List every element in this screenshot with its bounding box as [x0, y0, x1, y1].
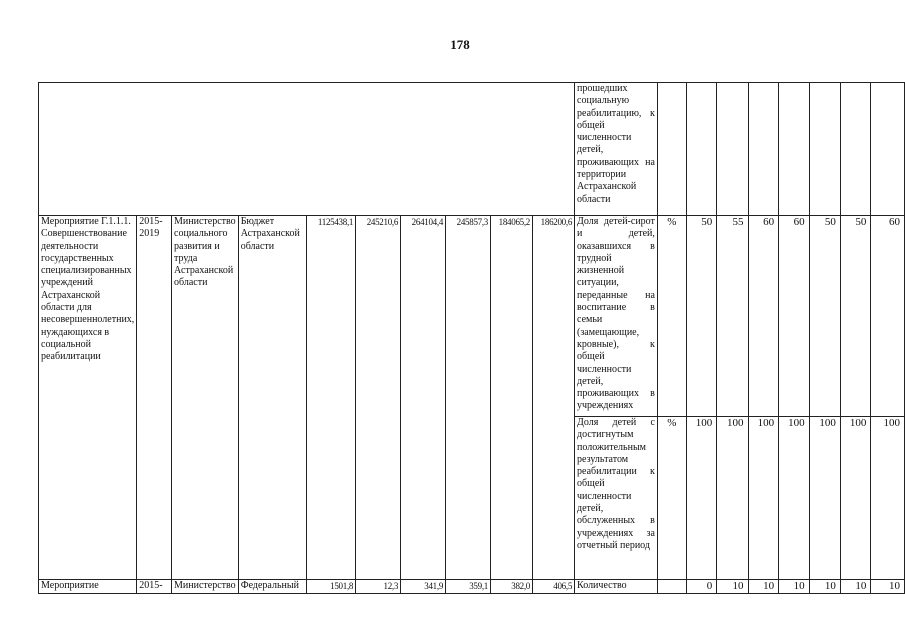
value-cell — [840, 83, 871, 216]
measure-name: Мероприятие Г.1.1.1. Совершенствование деятельности государственных специализированных учреждений Астраханской области для несовершеннолетних, нуждающихся в социальной реабилитации — [39, 216, 137, 580]
indicator-value: 10 — [748, 580, 779, 594]
measure-source: Бюджет Астраханской области — [238, 216, 306, 580]
indicator-unit — [657, 580, 686, 594]
amount-2019: 406,5 — [533, 580, 575, 594]
indicator-unit: % — [657, 417, 686, 580]
measure-period: 2015-2019 — [137, 216, 172, 580]
amount-total: 1125438,1 — [307, 216, 356, 580]
measure-name: Мероприятие — [39, 580, 137, 594]
amount-2019: 186200,6 — [533, 216, 575, 580]
indicator-value: 60 — [871, 216, 905, 417]
indicator-value: 100 — [717, 417, 748, 580]
empty-merged-cell — [39, 83, 575, 216]
amount-2017: 359,1 — [446, 580, 491, 594]
indicator-value: 0 — [686, 580, 717, 594]
indicator-value: 100 — [871, 417, 905, 580]
amount-2015: 245210,6 — [356, 216, 401, 580]
measure-source: Федеральный — [238, 580, 306, 594]
indicator-value: 50 — [686, 216, 717, 417]
amount-2018: 184065,2 — [491, 216, 533, 580]
amount-total: 1501,8 — [307, 580, 356, 594]
indicator-value: 10 — [840, 580, 871, 594]
indicator-value: 10 — [871, 580, 905, 594]
indicator-value: 100 — [748, 417, 779, 580]
value-cell — [686, 83, 717, 216]
value-cell — [717, 83, 748, 216]
indicator-value: 60 — [779, 216, 810, 417]
indicator-value: 100 — [779, 417, 810, 580]
indicator-text: Доля детей-сирот и детей, оказавшихся в трудной жизненной ситуации, переданные на воспитание в семьи (замещающие, кровные), к общей численности детей, проживающих в учреждениях — [575, 216, 658, 417]
indicator-unit: % — [657, 216, 686, 417]
value-cell — [809, 83, 840, 216]
amount-2016: 264104,4 — [401, 216, 446, 580]
amount-2018: 382,0 — [491, 580, 533, 594]
value-cell — [871, 83, 905, 216]
value-cell — [748, 83, 779, 216]
indicator-value: 10 — [809, 580, 840, 594]
measure-row — [39, 216, 905, 417]
indicator-value: 10 — [717, 580, 748, 594]
amount-2015: 12,3 — [356, 580, 401, 594]
indicator-value: 50 — [809, 216, 840, 417]
indicator-continuation: прошедших социальную реабилитацию, к общей численности детей, проживающих на территории Астраханской области — [575, 83, 658, 216]
continuation-row — [39, 83, 905, 216]
indicator-value: 60 — [748, 216, 779, 417]
indicator-text: Доля детей с достигнутым положительным результатом реабилитации к общей численности детей, обслуженных в учреждениях за отчетный период — [575, 417, 658, 580]
amount-2016: 341,9 — [401, 580, 446, 594]
measure-executor: Министерство социального развития и труда Астраханской области — [172, 216, 239, 580]
measure-period: 2015- — [137, 580, 172, 594]
indicator-value: 10 — [779, 580, 810, 594]
indicator-value: 50 — [840, 216, 871, 417]
amount-2017: 245857,3 — [446, 216, 491, 580]
next-measure-row — [39, 580, 905, 594]
unit-cell — [657, 83, 686, 216]
page-number: 178 — [450, 37, 470, 52]
indicator-value: 100 — [840, 417, 871, 580]
program-table — [38, 82, 905, 594]
value-cell — [779, 83, 810, 216]
indicator-text: Количество — [575, 580, 658, 594]
indicator-value: 55 — [717, 216, 748, 417]
indicator-value: 100 — [686, 417, 717, 580]
indicator-value: 100 — [809, 417, 840, 580]
measure-executor: Министерство — [172, 580, 239, 594]
